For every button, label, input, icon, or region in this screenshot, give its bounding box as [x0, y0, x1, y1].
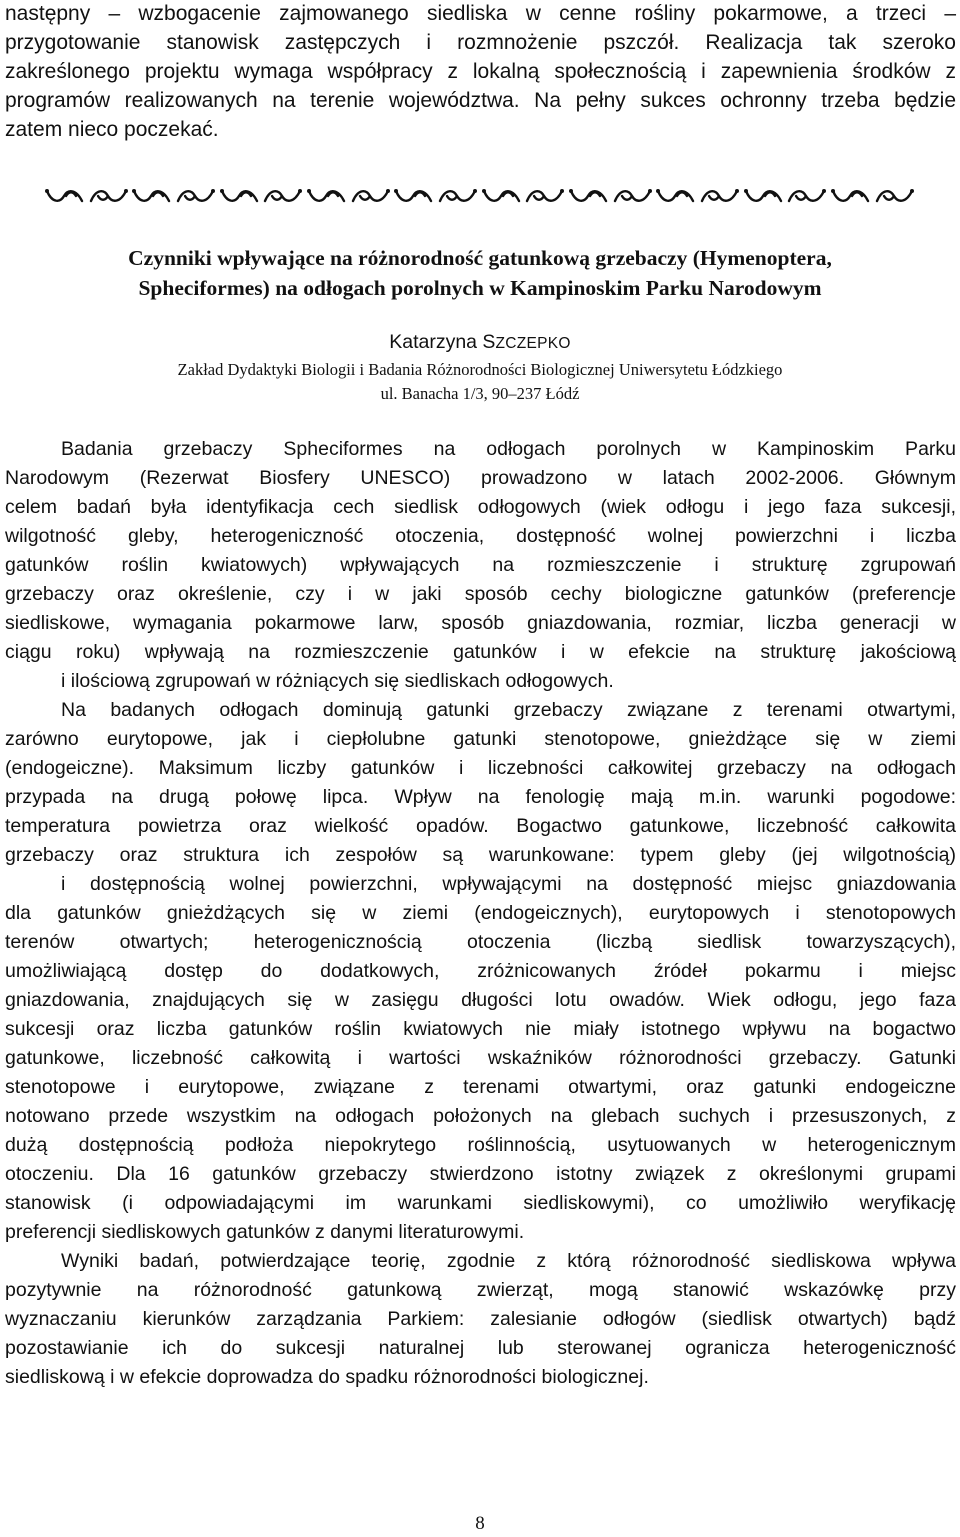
text-line: wilgotność gleby, heterogeniczność otoczenia, dostępność wolnej powierzchni i liczba: [5, 525, 956, 547]
text-line: następny – wzbogacenie zajmowanego siedliska w cenne rośliny pokarmowe, a trzeci –: [5, 2, 956, 25]
text-line: wyznaczaniu kierunków zarządzania Parkiem: zalesianie odłogów (siedlisk otwartych) bądź: [5, 1308, 956, 1330]
author-first: Katarzyna S: [389, 331, 496, 353]
ornament-glyph-icon: [306, 185, 348, 207]
author-address: ul. Banacha 1/3, 90–237 Łódź: [380, 384, 580, 403]
text-line: pozytywnie na różnorodność gatunkową zwierząt, mogą stanowić wskazówkę przy: [5, 1279, 956, 1301]
text-line: siedliskową i w efekcie doprowadza do spadku różnorodności biologicznej.: [5, 1366, 649, 1388]
text-line: i ilościową zgrupowań w różniących się siedliskach odłogowych.: [61, 670, 614, 692]
ornament-glyph-icon: [175, 185, 217, 207]
text-line: zarówno eurytopowe, jak i ciepłolubne gatunki stenotopowe, gnieżdżące się w ziemi: [5, 728, 956, 750]
author-name: [0, 330, 960, 356]
text-line: ciągu roku) wpływają na rozmieszczenie gatunków i w efekcie na strukturę jakościową: [5, 641, 956, 663]
text-line: siedliskowe, wymagania pokarmowe larw, sposób gniazdowania, rozmiar, liczba generacji w: [5, 612, 956, 634]
ornament-glyph-icon: [612, 185, 654, 207]
text-line: programów realizowanych na terenie województwa. Na pełny sukces ochronny trzeba będzie: [5, 88, 956, 112]
author-last-small-caps: ZCZEPKO: [495, 335, 571, 352]
ornament-glyph-icon: [393, 185, 435, 207]
author-affiliation: Zakład Dydaktyki Biologii i Badania Różnorodności Biologicznej Uniwersytetu Łódzkiego: [177, 360, 783, 379]
text-line: grzebaczy oraz struktura ich zespołów są warunkowane: typem gleby (jej wilgotnością): [5, 844, 956, 866]
text-line: dla gatunków gnieżdżących się w ziemi (endogeicznych), eurytopowych i stenotopowych: [5, 902, 956, 924]
ornament-glyph-icon: [655, 185, 697, 207]
ornament-glyph-icon: [743, 185, 785, 207]
ornament-glyph-icon: [88, 185, 130, 207]
text-line: stenotopowe i eurytopowe, związane z terenami otwartymi, oraz gatunki endogeiczne: [5, 1076, 956, 1098]
text-line: pozostawianie ich do sukcesji naturalnej lub sterowanej ogranicza heterogeniczność: [5, 1337, 956, 1359]
text-line: gniazdowania, znajdujących się w zasięgu długości lotu owadów. Wiek odłogu, jego faza: [5, 989, 956, 1011]
ornament-glyph-icon: [262, 185, 304, 207]
text-line: temperatura powietrza oraz wielkość opadów. Bogactwo gatunkowe, liczebność całkowita: [5, 815, 956, 837]
text-line: Na badanych odłogach dominują gatunki grzebaczy związane z terenami otwartymi,: [61, 699, 956, 721]
text-line: przygotowanie stanowisk zastępczych i rozmnożenie pszczół. Realizacja tak szeroko: [5, 30, 956, 54]
title-line: Czynniki wpływające na różnorodność gatunkową grzebaczy (Hymenoptera,: [128, 246, 832, 270]
ornament-glyph-icon: [350, 185, 392, 207]
text-line: gatunków roślin kwiatowych) wpływających na rozmieszczenie i strukturę zgrupowań: [5, 554, 956, 576]
text-line: Badania grzebaczy Spheciformes na odłogach porolnych w Kampinoskim Parku: [61, 438, 956, 460]
text-line: zakreślonego projektu wymaga współpracy z lokalną społecznością i zapewnienia środków z: [5, 59, 956, 83]
ornament-glyph-icon: [219, 185, 261, 207]
text-line: (endogeiczne). Maksimum liczby gatunków i liczebności całkowitej grzebaczy na odłogach: [5, 757, 956, 779]
ornament-glyph-icon: [44, 185, 86, 207]
ornament-glyph-icon: [481, 185, 523, 207]
ornament-glyph-icon: [699, 185, 741, 207]
ornament-glyph-icon: [131, 185, 173, 207]
article-title: [0, 243, 960, 303]
text-line: celem badań była identyfikacja cech siedlisk odłogowych (wiek odłogu i jego faza sukcesji,: [5, 496, 956, 518]
title-line: Spheciformes) na odłogach porolnych w Kampinoskim Parku Narodowym: [138, 276, 822, 300]
text-line: stanowisk (i odpowiadającymi im warunkami siedliskowymi), co umożliwiło weryfikację: [5, 1192, 956, 1214]
text-line: Wyniki badań, potwierdzające teorię, zgodnie z którą różnorodność siedliskowa wpływa: [61, 1250, 956, 1272]
ornament-glyph-icon: [568, 185, 610, 207]
text-line: preferencji siedliskowych gatunków z danymi literaturowymi.: [5, 1221, 525, 1243]
text-line: sukcesji oraz liczba gatunków roślin kwiatowych nie miały istotnego wpływu na bogactwo: [5, 1018, 956, 1040]
ornament-glyph-icon: [437, 185, 479, 207]
text-line: umożliwiającą dostęp do dodatkowych, zróżnicowanych źródeł pokarmu i miejsc: [5, 960, 956, 982]
ornament-glyph-icon: [830, 185, 872, 207]
text-line: przypada na drugą połowę lipca. Wpływ na fenologię mają m.in. warunki pogodowe:: [5, 786, 956, 808]
text-line: zatem nieco poczekać.: [5, 117, 219, 141]
ornament-glyph-icon: [874, 185, 916, 207]
text-line: gatunkowe, liczebność całkowitą i wartości wskaźników różnorodności grzebaczy. Gatunki: [5, 1047, 956, 1069]
text-line: terenów otwartych; heterogenicznością otoczenia (liczbą siedlisk towarzyszących),: [5, 931, 956, 953]
decorative-divider: [44, 184, 916, 208]
text-line: grzebaczy oraz określenie, czy i w jaki sposób cechy biologiczne gatunków (preferencje: [5, 583, 956, 605]
ornament-glyph-icon: [786, 185, 828, 207]
abstract-body: [5, 435, 956, 1392]
page-number: 8: [475, 1513, 485, 1534]
text-line: dużą dostępnością podłoża niepokrytego roślinnością, usytuowanych w heterogenicznym: [5, 1134, 956, 1156]
text-line: notowano przede wszystkim na odłogach położonych na glebach suchych i przesuszonych, z: [5, 1105, 956, 1127]
ornament-glyph-icon: [524, 185, 566, 207]
intro-paragraph: [5, 0, 956, 145]
text-line: i dostępnością wolnej powierzchni, wpływającymi na dostępność miejsc gniazdowania: [61, 873, 956, 895]
text-line: Narodowym (Rezerwat Biosfery UNESCO) prowadzono w latach 2002-2006. Głównym: [5, 467, 956, 489]
text-line: otoczeniu. Dla 16 gatunków grzebaczy stwierdzono istotny związek z określonymi grupami: [5, 1163, 956, 1185]
